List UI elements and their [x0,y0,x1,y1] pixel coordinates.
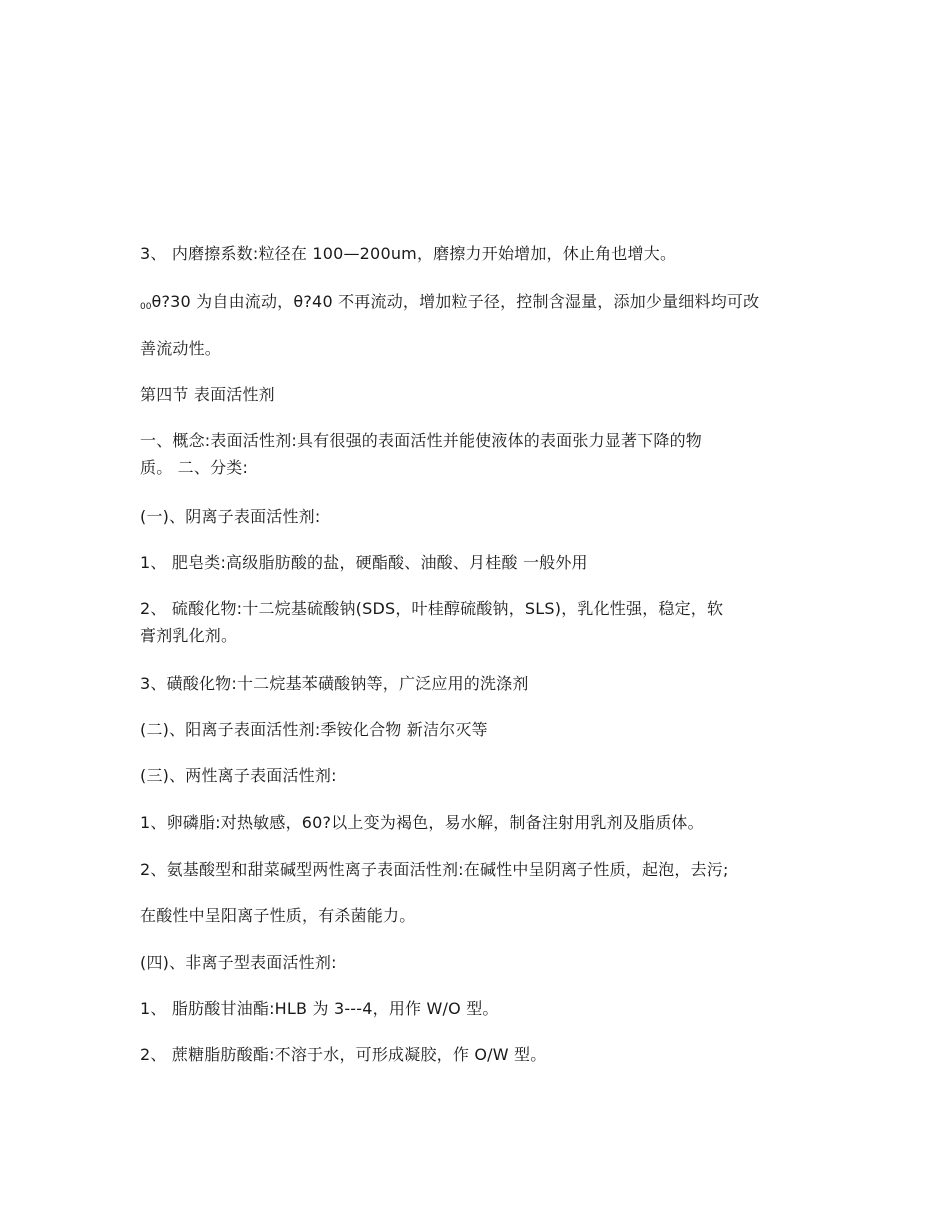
text-line-3: 善流动性。 [140,339,222,358]
text-line-10: 膏剂乳化剂。 [140,626,238,645]
text-line-5: 一、概念:表面活性剂:具有很强的表面活性并能使液体的表面张力显著下降的物 [140,431,702,450]
text-line-2-body: θ?30 为自由流动，θ?40 不再流动，增加粒子径，控制含湿量，添加少量细料均可改 [151,292,760,311]
text-line-2 [140,292,820,317]
subscript-prefix: 00 [140,302,152,312]
text-line-19: 2、 蔗糖脂肪酸酯:不溶于水，可形成凝胶，作 O/W 型。 [140,1045,547,1064]
text-line-9: 2、 硫酸化物:十二烷基硫酸钠(SDS，叶桂醇硫酸钠，SLS)，乳化性强，稳定，软 [140,599,724,618]
text-line-1: 3、 内磨擦系数:粒径在 100—200um，磨擦力开始增加，休止角也增大。 [140,244,677,263]
subheading-zwitterionic: (三)、两性离子表面活性剂: [140,766,337,785]
text-line-6: 质。 二、分类: [140,458,249,477]
text-line-18: 1、 脂肪酸甘油酯:HLB 为 3---4，用作 W/O 型。 [140,999,499,1018]
section-heading: 第四节 表面活性剂 [140,385,275,404]
subheading-cationic: (二)、阳离子表面活性剂:季铵化合物 新洁尔灭等 [140,720,488,739]
text-line-16: 在酸性中呈阳离子性质，有杀菌能力。 [140,906,416,925]
text-line-14: 1、卵磷脂:对热敏感，60?以上变为褐色，易水解，制备注射用乳剂及脂质体。 [140,813,704,832]
text-line-8: 1、 肥皂类:高级脂肪酸的盐，硬酯酸、油酸、月桂酸 一般外用 [140,553,588,572]
subheading-nonionic: (四)、非离子型表面活性剂: [140,953,337,972]
subheading-anionic: (一)、阴离子表面活性剂: [140,507,321,526]
text-line-11: 3、磺酸化物:十二烷基苯磺酸钠等，广泛应用的洗涤剂 [140,674,529,693]
text-line-15: 2、氨基酸型和甜菜碱型两性离子表面活性剂:在碱性中呈阴离子性质，起泡，去污; [140,860,729,879]
